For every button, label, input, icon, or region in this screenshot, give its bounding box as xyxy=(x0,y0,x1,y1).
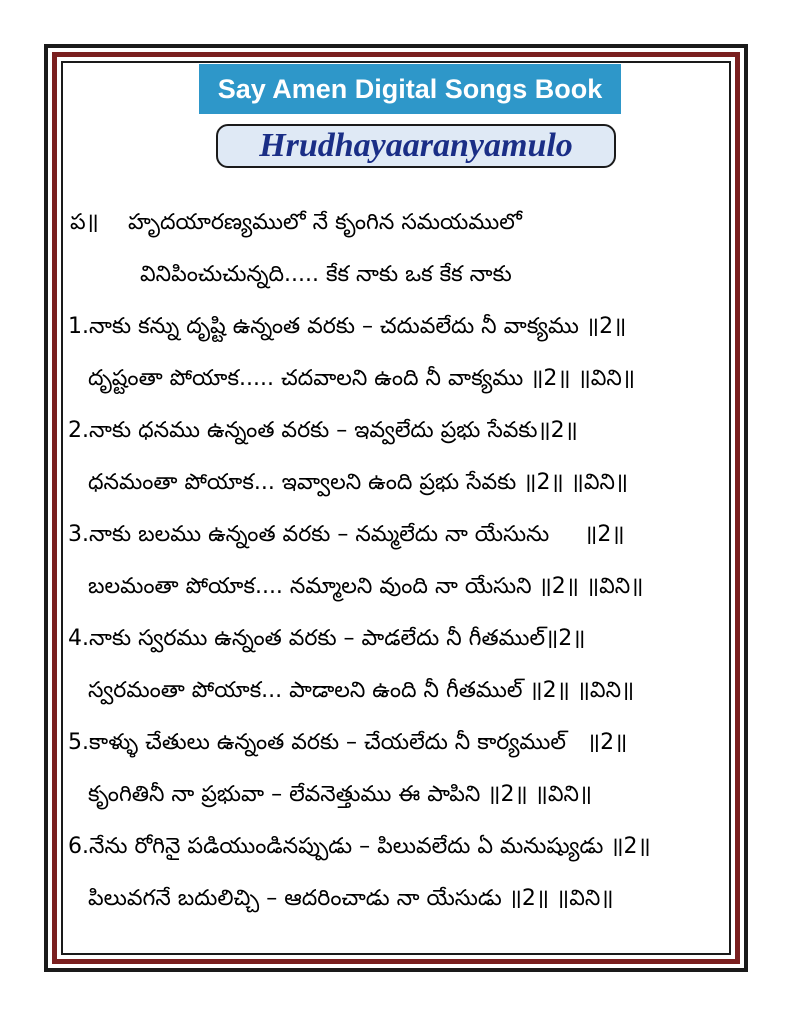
stanza-number: 5. xyxy=(68,730,89,755)
stanza-5-line-2: కృంగితినీ నా ప్రభువా – లేవనెత్తుము ఈ పాపిని ॥2॥ ॥విని॥ xyxy=(88,782,593,807)
stanza-number: 1. xyxy=(68,314,89,339)
pallavi-line-2: వినిపించుచున్నది..... కేక నాకు ఒక కేక నాకు xyxy=(140,262,512,287)
stanza-text: నాకు స్వరము ఉన్నంత వరకు – పాడలేదు నీ గీతముల్॥2॥ xyxy=(89,626,586,651)
stanza-2-line-2: ధనమంతా పోయాక... ఇవ్వాలని ఉంది ప్రభు సేవకు ॥2॥ ॥విని॥ xyxy=(88,470,629,495)
stanza-text: నాకు ధనము ఉన్నంత వరకు – ఇవ్వలేదు ప్రభు సేవకు॥2॥ xyxy=(89,418,578,443)
stanza-4-line-1 xyxy=(68,624,585,654)
stanza-text: నాకు బలము ఉన్నంత వరకు – నమ్మలేదు నా యేసును ॥2॥ xyxy=(89,522,625,547)
stanza-2-line-1 xyxy=(68,416,578,446)
pallavi-text-1: హృదయారణ్యములో నే కృంగిన సమయములో xyxy=(128,210,522,235)
stanza-1-line-1 xyxy=(68,312,626,342)
pallavi-line-1 xyxy=(70,208,522,238)
stanza-text: కాళ్ళు చేతులు ఉన్నంత వరకు – చేయలేదు నీ కార్యముల్ ॥2॥ xyxy=(89,730,628,755)
song-title: Hrudhayaaranyamulo xyxy=(216,124,616,168)
stanza-3-line-1 xyxy=(68,520,625,550)
stanza-text: నాకు కన్ను దృష్టి ఉన్నంత వరకు – చదువలేదు నీ వాక్యము ॥2॥ xyxy=(89,314,627,339)
stanza-number: 6. xyxy=(68,834,89,859)
stanza-6-line-2: పిలువగనే బదులిచ్చి – ఆదరించాడు నా యేసుడు ॥2॥ ॥విని॥ xyxy=(88,886,614,911)
stanza-number: 3. xyxy=(68,522,89,547)
pallavi-label: ప॥ xyxy=(70,210,99,235)
stanza-3-line-2: బలమంతా పోయాక.... నమ్మాలని వుంది నా యేసుని ॥2॥ ॥విని॥ xyxy=(88,574,644,599)
songbook-banner: Say Amen Digital Songs Book xyxy=(199,64,621,114)
stanza-4-line-2: స్వరమంతా పోయాక... పాడాలని ఉంది నీ గీతముల్ ॥2॥ ॥విని॥ xyxy=(88,678,635,703)
page-border-inner xyxy=(61,61,731,955)
stanza-text: నేను రోగినై పడియుండినప్పుడు – పిలువలేదు ఏ మనుష్యుడు ॥2॥ xyxy=(89,834,651,859)
stanza-6-line-1 xyxy=(68,832,651,862)
stanza-number: 4. xyxy=(68,626,89,651)
stanza-5-line-1 xyxy=(68,728,627,758)
stanza-number: 2. xyxy=(68,418,89,443)
stanza-1-line-2: దృష్టంతా పోయాక..... చదవాలని ఉంది నీ వాక్యము ॥2॥ ॥విని॥ xyxy=(88,366,636,391)
